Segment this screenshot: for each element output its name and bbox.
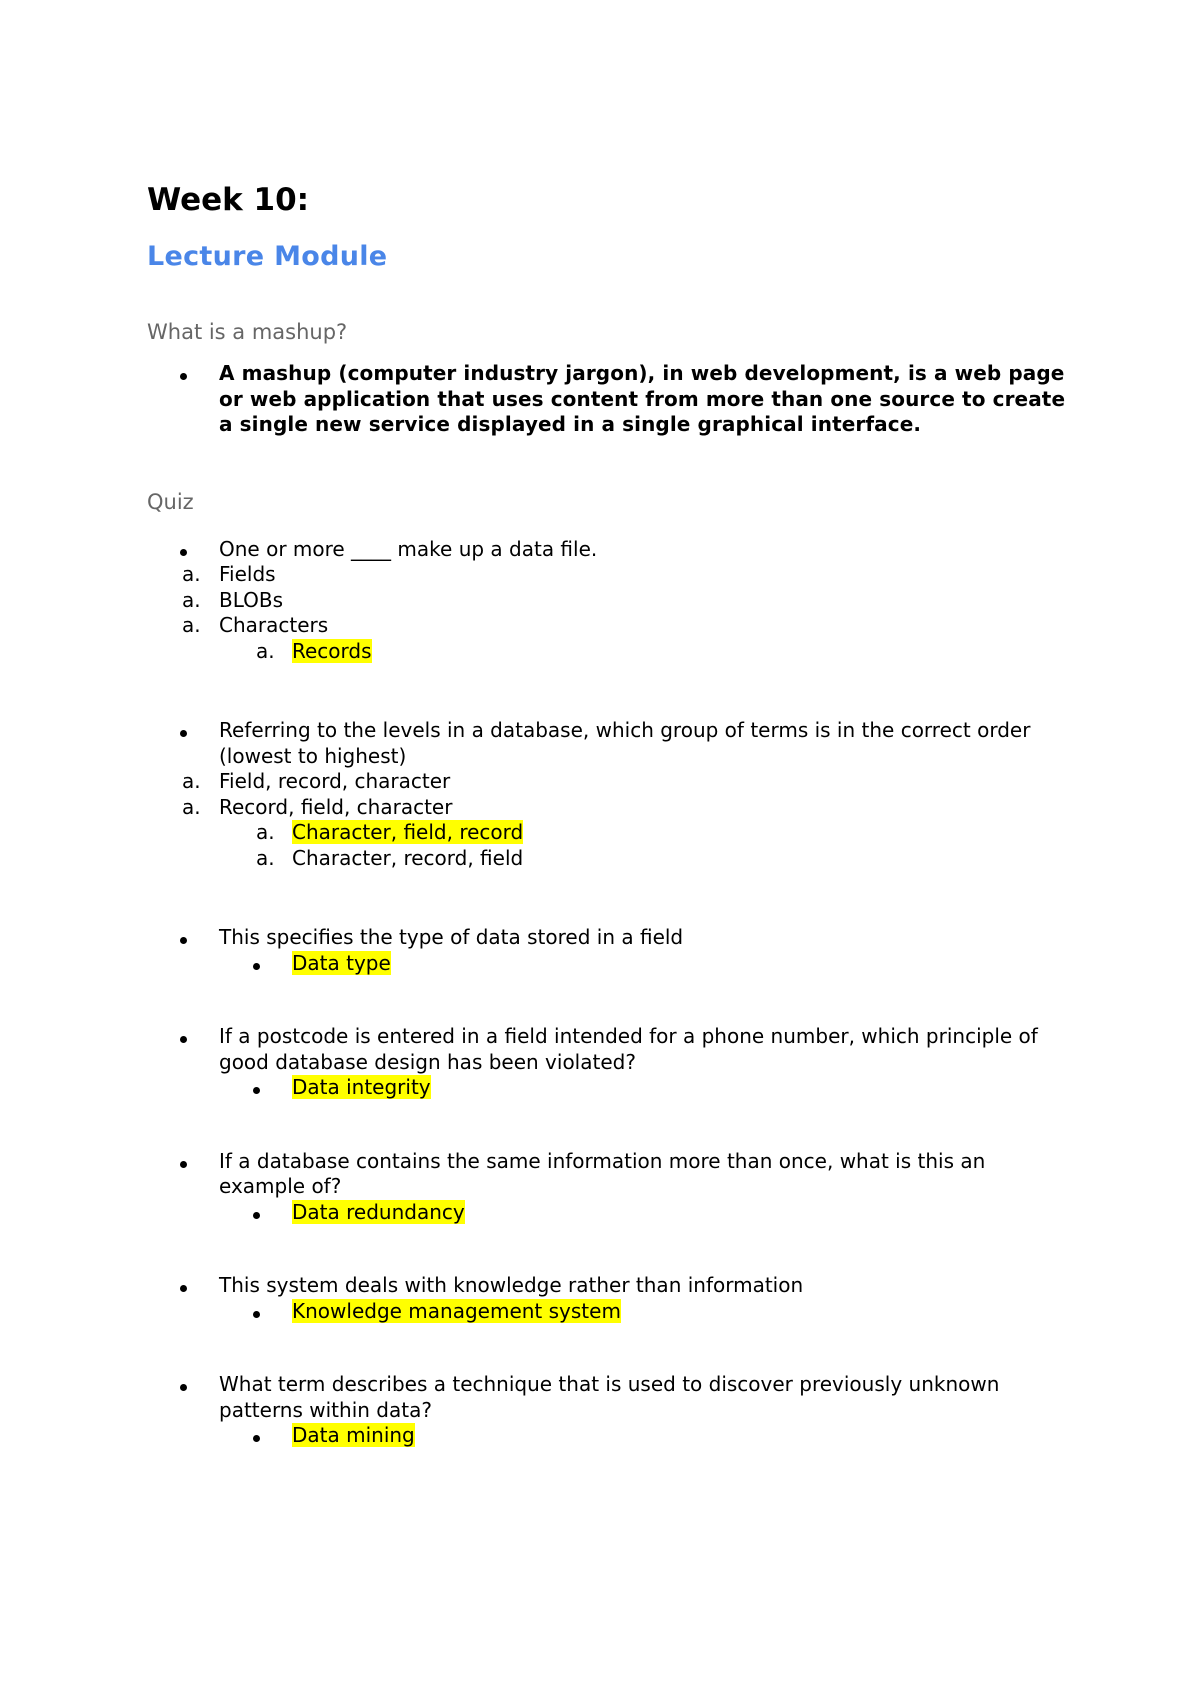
mashup-question-label: What is a mashup? (147, 320, 348, 344)
question-text: This specifies the type of data stored in a field (219, 925, 684, 949)
question-text: If a database contains the same information more than once, what is this an example of? (219, 1148, 986, 1198)
bullet-icon (253, 951, 313, 977)
highlighted-answer: Records (292, 638, 372, 663)
question-text: Referring to the levels in a database, which group of terms is in the correct order (lowest to highest) (219, 718, 1031, 768)
answer-row (147, 1075, 1067, 1101)
quiz-question-1 (147, 537, 1067, 665)
question-text-row (147, 1273, 1067, 1299)
question-text-row (147, 1024, 1067, 1075)
quiz-question-7 (147, 1372, 1067, 1449)
section-heading-lecture-module: Lecture Module (147, 241, 388, 272)
question-text-row (147, 925, 1067, 951)
quiz-label: Quiz (147, 489, 194, 514)
question-text: This system deals with knowledge rather than information (219, 1273, 804, 1297)
option-row (147, 562, 1067, 588)
question-text-row (147, 1149, 1067, 1200)
question-text: If a postcode is entered in a field intended for a phone number, which principle of good database design has been violated? (219, 1024, 1038, 1074)
quiz-question-5 (147, 1149, 1067, 1226)
option-row (147, 769, 1067, 795)
option-text: Record, field, character (219, 794, 453, 819)
option-row (147, 613, 1067, 639)
option-text: BLOBs (219, 587, 284, 612)
option-marker: a. (256, 820, 275, 844)
option-text: Character, record, field (292, 845, 524, 870)
highlighted-answer: Data mining (292, 1423, 415, 1447)
option-marker: a. (182, 794, 201, 819)
bullet-icon (253, 1200, 313, 1226)
question-text-row (147, 537, 1067, 563)
mashup-definition-list (147, 361, 1067, 438)
option-marker: a. (182, 769, 201, 793)
question-text-row (147, 718, 1067, 769)
mashup-definition-text: A mashup (computer industry jargon), in web development, is a web page or web application that uses content from more than one source to create a single new service displayed in a single graphical interface. (219, 361, 1066, 436)
quiz-question-6 (147, 1273, 1067, 1324)
bullet-icon (253, 1299, 313, 1325)
document-page (147, 178, 1067, 1449)
question-text: What term describes a technique that is used to discover previously unknown patterns within data? (219, 1372, 1000, 1422)
highlighted-answer: Data integrity (292, 1075, 431, 1099)
option-marker: a. (182, 613, 201, 637)
question-text: One or more ____ make up a data file. (219, 536, 598, 561)
answer-row (147, 1200, 1067, 1226)
option-marker: a. (182, 562, 201, 586)
answer-row (147, 1299, 1067, 1325)
list-item (147, 361, 1067, 438)
option-marker: a. (256, 845, 275, 870)
bullet-icon (180, 1024, 240, 1050)
highlighted-answer: Data type (292, 950, 391, 975)
option-row (147, 588, 1067, 614)
page-title: Week 10: (147, 182, 310, 218)
bullet-icon (180, 537, 240, 563)
option-marker: a. (182, 587, 201, 612)
option-row (147, 795, 1067, 821)
option-marker: a. (256, 638, 275, 663)
answer-row (147, 820, 1067, 846)
bullet-icon (253, 1075, 313, 1101)
answer-row (147, 1423, 1067, 1449)
answer-row (147, 951, 1067, 977)
bullet-icon (253, 1423, 313, 1449)
quiz-question-4 (147, 1024, 1067, 1101)
option-row (147, 846, 1067, 872)
bullet-icon (180, 1372, 240, 1398)
answer-row (147, 639, 1067, 665)
bullet-icon (180, 718, 240, 744)
question-text-row (147, 1372, 1067, 1423)
option-text: Fields (219, 562, 276, 586)
highlighted-answer: Data redundancy (292, 1199, 465, 1224)
bullet-icon (180, 1273, 240, 1299)
highlighted-answer: Knowledge management system (292, 1298, 621, 1323)
bullet-icon (180, 925, 240, 951)
highlighted-answer: Character, field, record (292, 820, 524, 844)
quiz-question-3 (147, 925, 1067, 976)
option-text: Field, record, character (219, 769, 451, 793)
quiz-question-2 (147, 718, 1067, 871)
option-text: Characters (219, 613, 329, 637)
bullet-icon (180, 1149, 240, 1175)
bullet-icon (180, 361, 240, 387)
